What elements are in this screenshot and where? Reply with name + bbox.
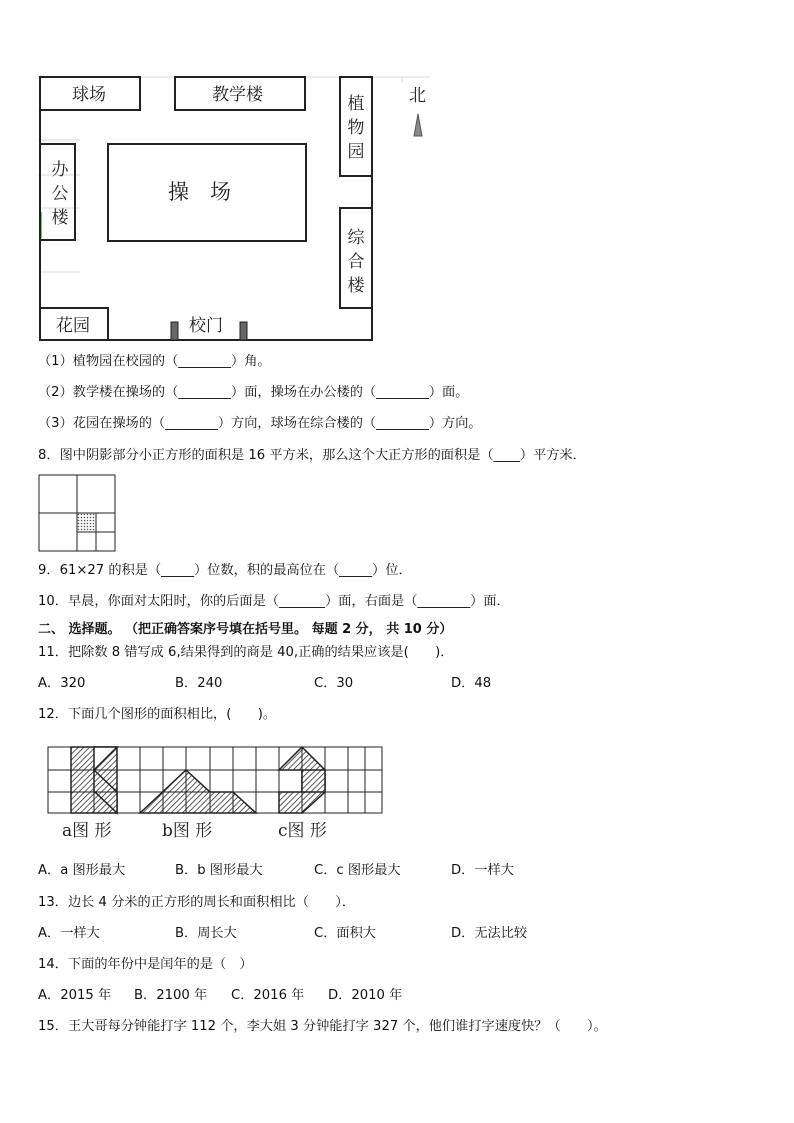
square-figure [38,474,116,552]
shaded-small-square [77,513,96,532]
q14-text: 14．下面的年份中是闰年的是（ ） [38,957,253,972]
teaching-building-label: 教学楼 [212,85,263,105]
q7-sub3: （3）花园在操场的（________）方向，球场在综合楼的（________）方向。 [38,416,482,431]
q13-option-c[interactable]: C．面积大 [314,926,376,941]
gate-post-right [240,322,247,340]
q7-sub2: （2）教学楼在操场的（________）面，操场在办公楼的（________）面。 [38,385,469,400]
q13-option-a[interactable]: A．一样大 [38,926,100,941]
caption-b: b图 形 [162,821,213,841]
north-arrow-icon [414,114,422,136]
q11-text: 11．把除数 8 错写成 6,结果得到的商是 40,正确的结果应该是( )． [38,645,454,660]
q8-text: 8．图中阴影部分小正方形的面积是 16 平方米，那么这个大正方形的面积是（____）平方米． [38,448,586,463]
caption-c: c图 形 [278,821,327,841]
q9-text: 9．61×27 的积是（_____）位数，积的最高位在（_____）位． [38,563,412,578]
playground-label: 操 场 [168,180,231,204]
q12-text: 12．下面几个图形的面积相比，( )。 [38,707,277,722]
q11-option-c[interactable]: C．30 [314,676,354,691]
q13-text: 13．边长 4 分米的正方形的周长和面积相比（ ）． [38,895,356,910]
q11-option-b[interactable]: B．240 [175,676,223,691]
north-label: 北 [409,86,426,106]
q11-option-a[interactable]: A．320 [38,676,86,691]
q14-option-b[interactable]: B．2100 年 [134,988,208,1003]
gate-label: 校门 [189,316,223,336]
q14-option-c[interactable]: C．2016 年 [231,988,305,1003]
q12-option-b[interactable]: B．b 图形最大 [175,863,263,878]
gate-post-left [171,322,178,340]
q12-option-d[interactable]: D．一样大 [451,863,514,878]
q14-option-a[interactable]: A．2015 年 [38,988,112,1003]
q10-text: 10．早晨，你面对太阳时，你的后面是（_______）面，右面是（________）面． [38,594,510,609]
grid-figures [46,745,386,817]
complex-building-label: 综合楼 [347,228,365,296]
section2-heading: 二、 选择题。 （把正确答案序号填在括号里。 每题 2 分， 共 10 分） [38,622,453,637]
q7-sub1: （1）植物园在校园的（________）角。 [38,354,271,369]
caption-a: a图 形 [62,821,112,841]
court-label: 球场 [72,85,106,105]
q13-option-b[interactable]: B．周长大 [175,926,237,941]
q13-option-d[interactable]: D．无法比较 [451,926,528,941]
campus-map [0,0,794,350]
botanic-garden-label: 植物园 [347,94,365,162]
garden-label: 花园 [56,316,90,336]
q11-option-d[interactable]: D．48 [451,676,492,691]
q12-option-a[interactable]: A．a 图形最大 [38,863,126,878]
q12-option-c[interactable]: C．c 图形最大 [314,863,401,878]
q15-text: 15．王大哥每分钟能打字 112 个，李大姐 3 分钟能打字 327 个，他们谁打字速度快？（ ）。 [38,1019,607,1034]
office-building-label: 办公楼 [51,160,69,228]
q14-option-d[interactable]: D．2010 年 [328,988,403,1003]
